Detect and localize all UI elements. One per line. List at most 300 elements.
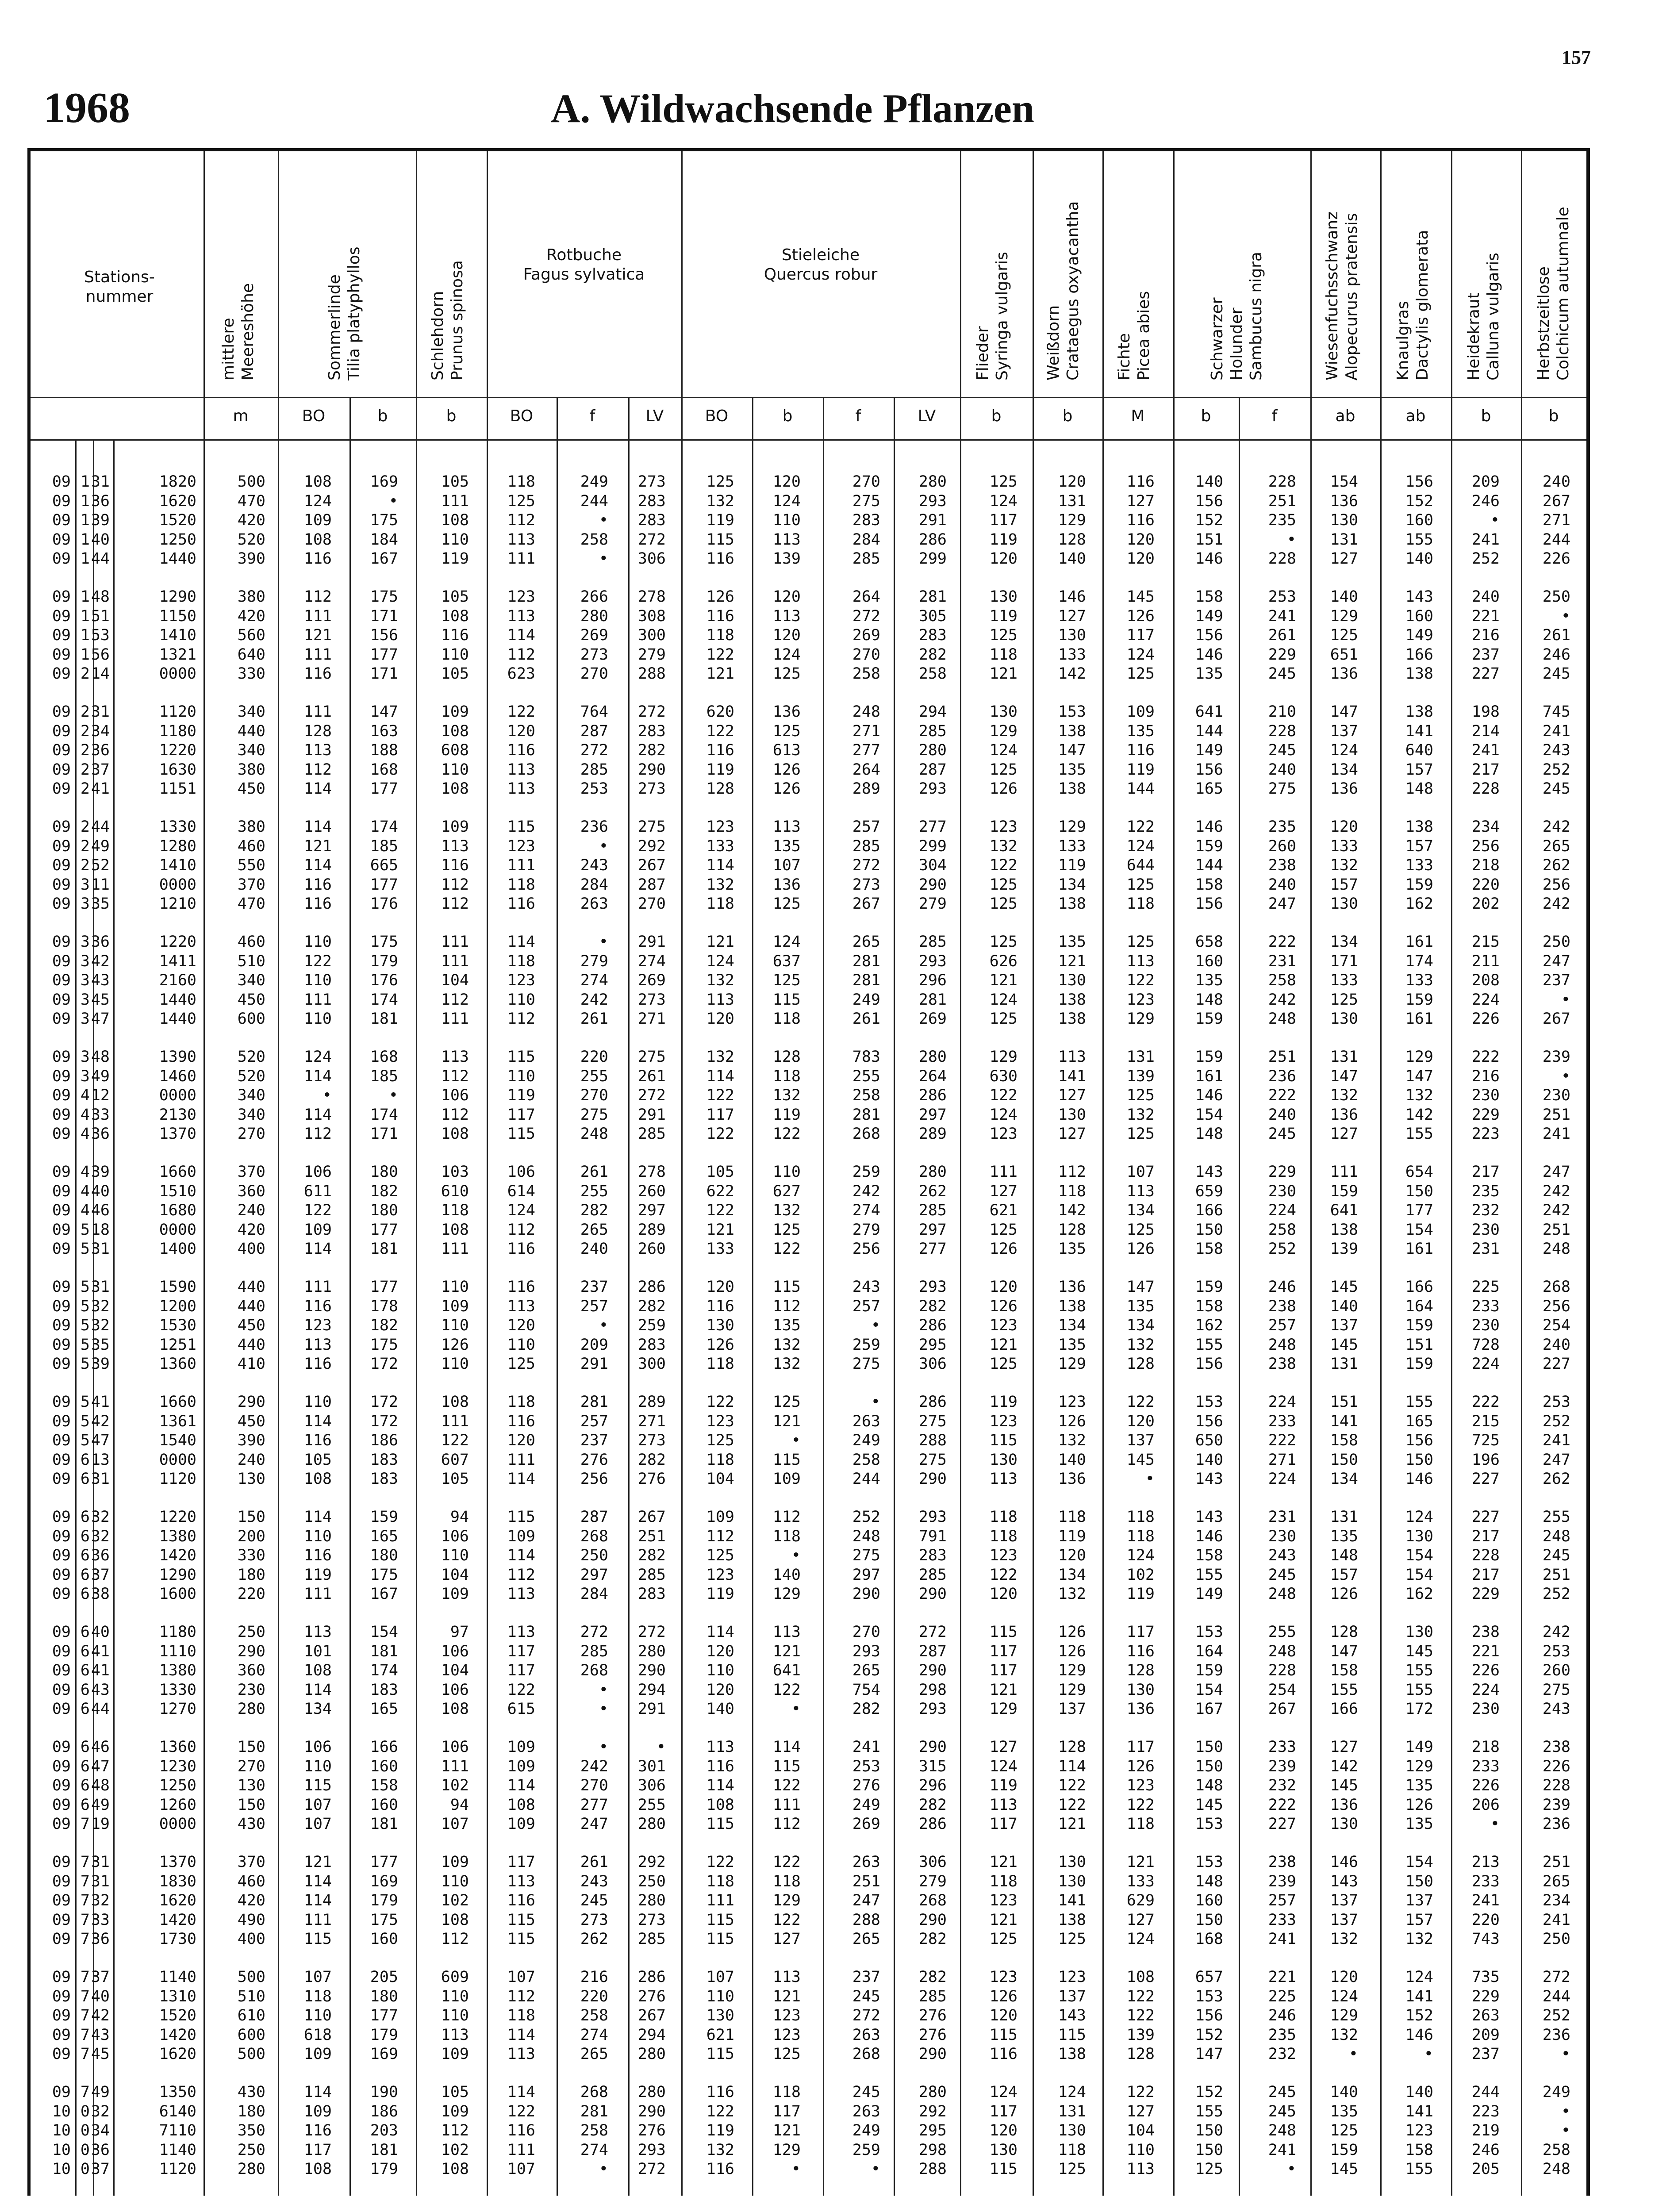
table-cell: 116 xyxy=(1126,473,1155,491)
table-cell: 1210 xyxy=(159,895,196,913)
table-cell: 245 xyxy=(1268,2083,1296,2101)
table-cell: 138 xyxy=(1058,895,1086,913)
table-cell: 242 xyxy=(580,991,608,1009)
table-cell: 127 xyxy=(1126,492,1155,510)
table-cell: 145 xyxy=(1330,1777,1358,1795)
table-cell: 113 xyxy=(507,760,535,779)
table-cell: 135 xyxy=(1330,1527,1358,1545)
table-cell: 115 xyxy=(507,1508,535,1526)
table-cell: 241 xyxy=(1268,1930,1296,1948)
table-cell: 146 xyxy=(1405,1470,1433,1488)
table-cell: 34 xyxy=(91,722,110,740)
table-cell: 249 xyxy=(1542,2083,1570,2101)
table-cell: 128 xyxy=(1058,530,1086,549)
table-cell: 102 xyxy=(441,1892,469,1910)
table-cell: 137 xyxy=(1330,722,1358,740)
table-cell: 178 xyxy=(370,1297,398,1315)
table-cell: 360 xyxy=(237,1182,265,1200)
table-cell: 141 xyxy=(1330,1412,1358,1430)
table-cell: 119 xyxy=(706,760,734,779)
table-cell: 1310 xyxy=(159,1987,196,2005)
table-cell: 147 xyxy=(1126,1278,1155,1296)
table-cell: 136 xyxy=(1330,492,1358,510)
table-cell: 246 xyxy=(1268,1278,1296,1296)
table-cell: 124 xyxy=(1405,1508,1433,1526)
col-header-fichte: Fichte Picea abies xyxy=(1115,291,1153,380)
table-cell: 340 xyxy=(237,972,265,990)
table-cell: 791 xyxy=(918,1527,947,1545)
table-cell: 122 xyxy=(1126,1796,1155,1814)
table-cell: 281 xyxy=(852,952,880,970)
table-cell: 126 xyxy=(1126,607,1155,625)
table-cell: 09 xyxy=(52,1911,71,1929)
table-cell: 181 xyxy=(370,1815,398,1833)
table-cell: 183 xyxy=(370,1470,398,1488)
table-cell: 290 xyxy=(637,760,666,779)
table-cell: 130 xyxy=(1058,1106,1086,1124)
table-cell: 256 xyxy=(1542,876,1570,894)
table-cell: 158 xyxy=(1195,1240,1223,1258)
table-cell: 138 xyxy=(1058,1010,1086,1028)
table-cell: 121 xyxy=(772,1987,801,2005)
table-cell: 120 xyxy=(1058,1547,1086,1565)
table-cell: 94 xyxy=(450,1796,469,1814)
table-cell: 123 xyxy=(303,1317,332,1335)
table-cell: 239 xyxy=(1542,1796,1570,1814)
table-cell: 269 xyxy=(580,626,608,645)
table-cell: 255 xyxy=(1542,1508,1570,1526)
table-cell: 127 xyxy=(989,1738,1017,1756)
table-cell: 10 xyxy=(52,2141,71,2159)
table-cell: 126 xyxy=(772,760,801,779)
table-cell: 145 xyxy=(1126,588,1155,606)
table-cell: 1370 xyxy=(159,1853,196,1871)
table-cell: 240 xyxy=(1268,1106,1296,1124)
table-cell: 620 xyxy=(706,703,734,721)
table-cell: 09 xyxy=(52,2007,71,2025)
table-cell: 135 xyxy=(1405,1815,1433,1833)
table-cell: 160 xyxy=(1195,952,1223,970)
table-cell: 283 xyxy=(637,1585,666,1603)
table-cell: 135 xyxy=(1405,1777,1433,1795)
table-cell: 118 xyxy=(441,1202,469,1220)
table-cell: 274 xyxy=(580,2026,608,2044)
table-cell: 1 xyxy=(80,492,90,510)
table-cell: 651 xyxy=(1330,645,1358,664)
table-cell: 241 xyxy=(1471,1892,1500,1910)
table-cell: 290 xyxy=(637,2102,666,2120)
table-cell: 110 xyxy=(772,1163,801,1181)
table-cell: 112 xyxy=(507,1987,535,2005)
table-cell: 114 xyxy=(303,818,332,836)
table-cell: 280 xyxy=(237,2160,265,2178)
table-cell: 0 xyxy=(80,2160,90,2178)
table-cell: 265 xyxy=(852,1930,880,1948)
table-cell: 122 xyxy=(706,1087,734,1105)
table-cell: 305 xyxy=(918,607,947,625)
table-cell: 09 xyxy=(52,2026,71,2044)
table-cell: 104 xyxy=(1126,2122,1155,2140)
table-cell: 108 xyxy=(441,1911,469,1929)
table-cell: 161 xyxy=(1405,933,1433,951)
table-cell: 2130 xyxy=(159,1106,196,1124)
table-cell: 179 xyxy=(370,1892,398,1910)
table-cell: 242 xyxy=(1542,895,1570,913)
table-cell: 180 xyxy=(237,1566,265,1584)
table-cell: 129 xyxy=(1330,607,1358,625)
table-cell: 09 xyxy=(52,626,71,645)
table-cell: 158 xyxy=(1195,1547,1223,1565)
table-cell: 109 xyxy=(441,1585,469,1603)
table-cell: 117 xyxy=(772,2102,801,2120)
table-cell: 166 xyxy=(1405,1278,1433,1296)
table-cell: 287 xyxy=(918,760,947,779)
table-cell: 286 xyxy=(918,1087,947,1105)
table-cell: 109 xyxy=(303,2102,332,2120)
table-cell: 110 xyxy=(303,933,332,951)
table-cell: 238 xyxy=(1268,1297,1296,1315)
table-cell: 1 xyxy=(80,645,90,664)
table-cell: 236 xyxy=(580,818,608,836)
table-cell: 237 xyxy=(852,1968,880,1986)
table-cell: 116 xyxy=(706,1297,734,1315)
table-cell: 185 xyxy=(370,1067,398,1085)
table-cell: 262 xyxy=(580,1930,608,1948)
table-cell: 32 xyxy=(91,1317,110,1335)
table-cell: 262 xyxy=(1542,856,1570,875)
table-cell: 114 xyxy=(1058,1757,1086,1775)
table-cell: 217 xyxy=(1471,1163,1500,1181)
table-cell: 237 xyxy=(580,1432,608,1450)
table-cell: 172 xyxy=(370,1412,398,1430)
table-cell: 09 xyxy=(52,1872,71,1890)
table-cell: 250 xyxy=(237,1623,265,1641)
table-cell: 113 xyxy=(989,1796,1017,1814)
table-cell: 31 xyxy=(91,1470,110,1488)
table-cell: 255 xyxy=(637,1796,666,1814)
table-cell: 220 xyxy=(1471,876,1500,894)
table-cell: 271 xyxy=(637,1010,666,1028)
table-cell: 268 xyxy=(918,1892,947,1910)
table-cell: 380 xyxy=(237,588,265,606)
table-cell: 0 xyxy=(80,2122,90,2140)
table-cell: 5 xyxy=(80,1317,90,1335)
table-cell: 283 xyxy=(852,511,880,530)
table-cell: 132 xyxy=(706,972,734,990)
table-cell: 56 xyxy=(91,645,110,664)
table-cell: 128 xyxy=(1330,1623,1358,1641)
table-cell: 258 xyxy=(1542,2141,1570,2159)
table-cell: 121 xyxy=(706,1221,734,1239)
table-cell: 132 xyxy=(1126,1336,1155,1354)
table-cell: 124 xyxy=(1126,1547,1155,1565)
table-cell: 110 xyxy=(303,1527,332,1545)
table-cell: 249 xyxy=(852,2122,880,2140)
table-cell: • xyxy=(871,1393,880,1411)
table-cell: 120 xyxy=(1058,473,1086,491)
table-cell: 244 xyxy=(1542,1987,1570,2005)
table-cell: 139 xyxy=(1330,1240,1358,1258)
table-cell: 143 xyxy=(1195,1163,1223,1181)
table-cell: 109 xyxy=(507,1757,535,1775)
table-cell: 158 xyxy=(1405,2141,1433,2159)
table-cell: 1360 xyxy=(159,1355,196,1373)
table-cell: 263 xyxy=(852,1853,880,1871)
table-cell: 121 xyxy=(706,933,734,951)
table-cell: 10 xyxy=(52,2122,71,2140)
table-cell: 242 xyxy=(1542,818,1570,836)
table-cell: 135 xyxy=(1195,665,1223,683)
table-cell: 1540 xyxy=(159,1432,196,1450)
table-cell: 290 xyxy=(852,1585,880,1603)
table-cell: 120 xyxy=(772,473,801,491)
table-cell: 3 xyxy=(80,1067,90,1085)
table-cell: 130 xyxy=(1058,1872,1086,1890)
table-cell: 151 xyxy=(1405,1336,1433,1354)
table-cell: 180 xyxy=(370,1163,398,1181)
table-cell: 285 xyxy=(852,550,880,568)
table-cell: 279 xyxy=(637,645,666,664)
table-cell: 41 xyxy=(91,780,110,798)
table-cell: 5 xyxy=(80,1221,90,1239)
table-cell: 124 xyxy=(989,492,1017,510)
table-cell: 270 xyxy=(637,895,666,913)
table-cell: 231 xyxy=(1268,952,1296,970)
table-cell: 290 xyxy=(237,1642,265,1660)
table-cell: 09 xyxy=(52,1757,71,1775)
table-cell: 114 xyxy=(303,1681,332,1699)
table-cell: 161 xyxy=(1195,1067,1223,1085)
table-cell: 118 xyxy=(989,1872,1017,1890)
table-cell: 7 xyxy=(80,2007,90,2025)
table-cell: 251 xyxy=(1542,1221,1570,1239)
table-cell: 273 xyxy=(580,645,608,664)
table-cell: 6 xyxy=(80,1700,90,1718)
table-cell: 1 xyxy=(80,530,90,549)
table-cell: 284 xyxy=(580,876,608,894)
table-cell: • xyxy=(599,1700,608,1718)
table-cell: 220 xyxy=(1471,1911,1500,1929)
table-cell: 158 xyxy=(1330,1432,1358,1450)
table-cell: 106 xyxy=(441,1527,469,1545)
table-cell: 1220 xyxy=(159,741,196,760)
table-cell: 1180 xyxy=(159,1623,196,1641)
table-cell: 107 xyxy=(772,856,801,875)
table-cell: 7 xyxy=(80,1872,90,1890)
unit-weissdorn: b xyxy=(1062,407,1073,425)
table-cell: 297 xyxy=(918,1106,947,1124)
table-cell: 09 xyxy=(52,1432,71,1450)
table-cell: 250 xyxy=(237,2141,265,2159)
table-cell: 134 xyxy=(1058,1566,1086,1584)
table-cell: 113 xyxy=(772,607,801,625)
table-cell: 270 xyxy=(580,665,608,683)
table-cell: 113 xyxy=(303,1336,332,1354)
table-cell: 118 xyxy=(772,1872,801,1890)
table-cell: 119 xyxy=(989,1777,1017,1795)
table-cell: 134 xyxy=(303,1700,332,1718)
table-cell: 110 xyxy=(772,511,801,530)
page-title: A. Wildwachsende Pflanzen xyxy=(551,86,1035,131)
table-cell: 1230 xyxy=(159,1757,196,1775)
table-cell: 1350 xyxy=(159,2083,196,2101)
table-cell: 125 xyxy=(772,2045,801,2063)
table-cell: • xyxy=(791,1700,801,1718)
table-cell: 138 xyxy=(1405,818,1433,836)
table-cell: 147 xyxy=(1330,1642,1358,1660)
table-cell: 124 xyxy=(1126,837,1155,855)
table-cell: 257 xyxy=(580,1412,608,1430)
table-cell: 35 xyxy=(91,1336,110,1354)
table-cell: 295 xyxy=(918,2122,947,2140)
table-cell: 09 xyxy=(52,1968,71,1986)
table-cell: 146 xyxy=(1195,818,1223,836)
table-cell: 118 xyxy=(1126,1815,1155,1833)
table-cell: 123 xyxy=(706,818,734,836)
table-cell: 245 xyxy=(1268,1566,1296,1584)
unit-meereshoehe: m xyxy=(233,407,249,425)
table-cell: 600 xyxy=(237,1010,265,1028)
table-cell: 400 xyxy=(237,1930,265,1948)
table-cell: 274 xyxy=(580,2141,608,2159)
table-cell: 09 xyxy=(52,933,71,951)
table-cell: 278 xyxy=(637,588,666,606)
table-cell: 283 xyxy=(637,1336,666,1354)
table-cell: 227 xyxy=(1542,1355,1570,1373)
table-cell: 113 xyxy=(507,1872,535,1890)
table-cell: 1 xyxy=(80,511,90,530)
table-cell: 118 xyxy=(772,1010,801,1028)
table-cell: 125 xyxy=(989,895,1017,913)
table-cell: 227 xyxy=(1471,1470,1500,1488)
table-cell: 1250 xyxy=(159,1777,196,1795)
table-cell: 295 xyxy=(918,1336,947,1354)
table-cell: 1440 xyxy=(159,991,196,1009)
table-cell: 108 xyxy=(441,780,469,798)
table-cell: 128 xyxy=(303,722,332,740)
table-cell: 1120 xyxy=(159,1470,196,1488)
table-cell: 6 xyxy=(80,1796,90,1814)
table-cell: 241 xyxy=(1471,741,1500,760)
table-cell: 728 xyxy=(1471,1336,1500,1354)
table-cell: 155 xyxy=(1405,1681,1433,1699)
table-cell: 221 xyxy=(1471,607,1500,625)
table-cell: 138 xyxy=(1058,722,1086,740)
table-cell: 127 xyxy=(1330,1125,1358,1143)
table-cell: 261 xyxy=(1542,626,1570,645)
table-cell: 108 xyxy=(303,530,332,549)
table-cell: 130 xyxy=(989,588,1017,606)
table-cell: 134 xyxy=(1330,760,1358,779)
station-header: Stations- nummer xyxy=(84,268,155,306)
table-cell: 158 xyxy=(1195,1297,1223,1315)
table-cell: 114 xyxy=(303,1067,332,1085)
table-cell: 166 xyxy=(1195,1202,1223,1220)
table-cell: 09 xyxy=(52,588,71,606)
table-cell: 129 xyxy=(1405,1757,1433,1775)
table-cell: 119 xyxy=(706,511,734,530)
table-cell: 283 xyxy=(918,626,947,645)
table-cell: 120 xyxy=(989,2122,1017,2140)
table-cell: 167 xyxy=(1195,1700,1223,1718)
table-cell: 7 xyxy=(80,2026,90,2044)
table-cell: 155 xyxy=(1405,2160,1433,2178)
table-cell: 118 xyxy=(1126,1527,1155,1545)
table-cell: 114 xyxy=(507,1777,535,1795)
table-cell: 118 xyxy=(706,1872,734,1890)
table-cell: 228 xyxy=(1471,1547,1500,1565)
col-header-rotbuche: Rotbuche Fagus sylvatica xyxy=(523,246,645,284)
table-cell: 238 xyxy=(1542,1738,1570,1756)
table-cell: 237 xyxy=(580,1278,608,1296)
table-cell: 243 xyxy=(580,1872,608,1890)
table-cell: 177 xyxy=(370,876,398,894)
table-cell: 115 xyxy=(989,1623,1017,1641)
table-cell: 745 xyxy=(1542,703,1570,721)
table-cell: 126 xyxy=(1058,1412,1086,1430)
table-cell: 248 xyxy=(1268,2122,1296,2140)
table-cell: 282 xyxy=(637,741,666,760)
table-cell: 09 xyxy=(52,1106,71,1124)
table-cell: 290 xyxy=(918,876,947,894)
table-cell: 125 xyxy=(1126,933,1155,951)
table-cell: 215 xyxy=(1471,1412,1500,1430)
table-cell: 131 xyxy=(1058,2102,1086,2120)
table-cell: 611 xyxy=(303,1182,332,1200)
table-cell: 248 xyxy=(1268,1336,1296,1354)
table-cell: 115 xyxy=(1058,2026,1086,2044)
table-cell: 743 xyxy=(1471,1930,1500,1948)
table-cell: 1220 xyxy=(159,933,196,951)
table-cell: 238 xyxy=(1268,1853,1296,1871)
table-cell: 146 xyxy=(1195,645,1223,664)
table-cell: 253 xyxy=(1268,588,1296,606)
table-right-border xyxy=(1586,148,1590,2196)
table-cell: 123 xyxy=(989,1125,1017,1143)
table-cell: 113 xyxy=(1126,2160,1155,2178)
table-cell: 37 xyxy=(91,2160,110,2178)
table-cell: 234 xyxy=(1542,1892,1570,1910)
table-cell: 3 xyxy=(80,933,90,951)
table-cell: 09 xyxy=(52,607,71,625)
table-cell: 143 xyxy=(1330,1872,1358,1890)
table-cell: 550 xyxy=(237,856,265,875)
table-cell: 289 xyxy=(637,1221,666,1239)
table-cell: 141 xyxy=(1405,2102,1433,2120)
table-cell: 110 xyxy=(441,1872,469,1890)
table-cell: 156 xyxy=(1405,1432,1433,1450)
table-cell: 09 xyxy=(52,1125,71,1143)
col-header-sommerlinde: Sommerlinde Tilia platyphyllos xyxy=(326,246,363,380)
table-cell: 267 xyxy=(1268,1700,1296,1718)
table-cell: 110 xyxy=(303,1393,332,1411)
table-cell: 117 xyxy=(507,1853,535,1871)
table-cell: 133 xyxy=(1058,645,1086,664)
table-cell: 133 xyxy=(1058,837,1086,855)
table-cell: 125 xyxy=(1126,876,1155,894)
table-cell: 450 xyxy=(237,1412,265,1430)
table-cell: 216 xyxy=(1471,1067,1500,1085)
table-cell: 242 xyxy=(1542,1202,1570,1220)
table-cell: 146 xyxy=(1195,1527,1223,1545)
table-cell: • xyxy=(599,933,608,951)
table-cell: 162 xyxy=(1405,1585,1433,1603)
table-cell: 175 xyxy=(370,933,398,951)
table-cell: 09 xyxy=(52,1796,71,1814)
table-cell: 128 xyxy=(1126,2045,1155,2063)
table-cell: 179 xyxy=(370,952,398,970)
table-cell: 115 xyxy=(706,530,734,549)
